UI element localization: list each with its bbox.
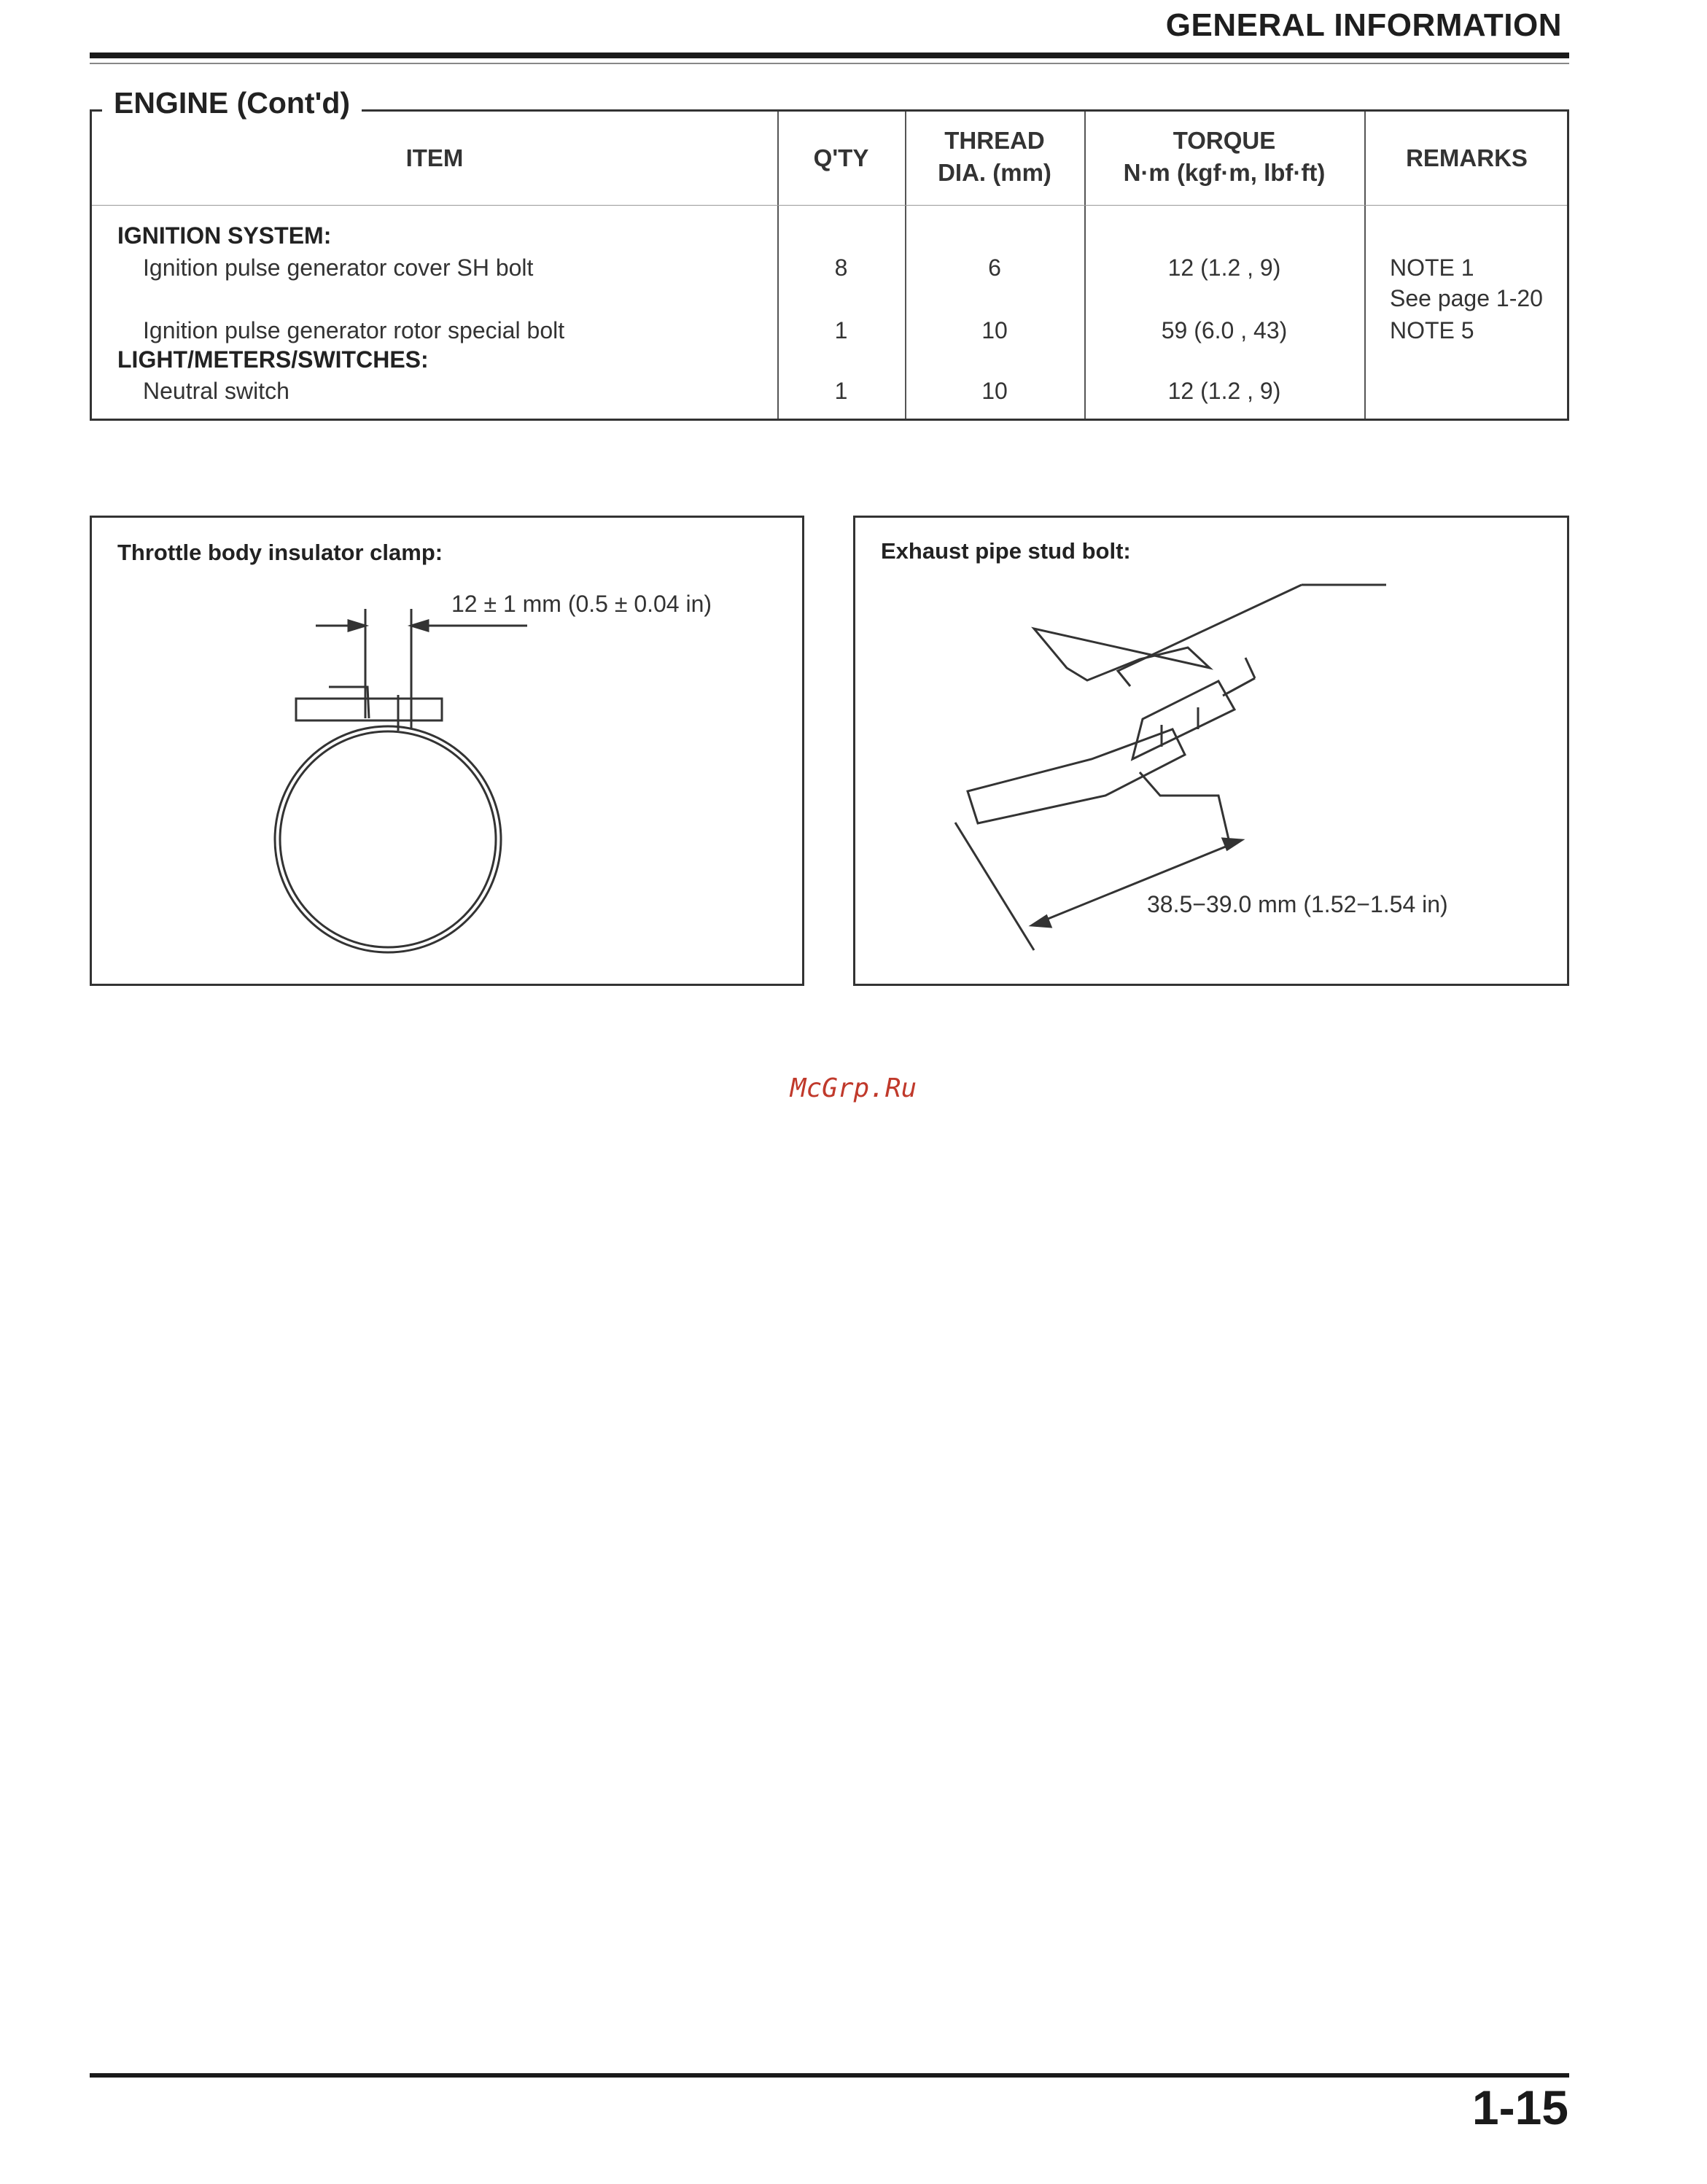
header-rule: [90, 53, 1569, 58]
footer-rule: [90, 2073, 1569, 2078]
row-remarks: NOTE 5: [1390, 317, 1474, 343]
row-qty: 8: [834, 254, 848, 281]
row-remarks-secondary: See page 1-20: [1390, 285, 1543, 311]
stud-bolt-dimension-label: 38.5−39.0 mm (1.52−1.54 in): [1147, 891, 1448, 917]
header-divider: [92, 205, 1567, 206]
stud-bolt-figure: [853, 516, 1569, 986]
row-remarks: NOTE 1: [1390, 254, 1474, 281]
row-item: Ignition pulse generator rotor special bolt: [143, 317, 565, 343]
row-torque: 59 (6.0 , 43): [1161, 317, 1288, 343]
row-torque: 12 (1.2 , 9): [1167, 378, 1281, 404]
row-thread: 10: [981, 378, 1008, 404]
clamp-figure: [90, 516, 804, 986]
column-header-item: ITEM: [405, 144, 464, 171]
clamp-figure-title: Throttle body insulator clamp:: [117, 540, 443, 565]
row-item: Neutral switch: [143, 378, 289, 404]
column-header-torque: [1084, 125, 1364, 189]
header-rule-thin: [90, 63, 1569, 64]
clamp-dimension-label: 12 ± 1 mm (0.5 ± 0.04 in): [451, 591, 712, 617]
row-torque: 12 (1.2 , 9): [1167, 254, 1281, 281]
group-title: IGNITION SYSTEM:: [117, 222, 332, 249]
group-title: LIGHT/METERS/SWITCHES:: [117, 346, 429, 373]
row-item: Ignition pulse generator cover SH bolt: [143, 254, 534, 281]
column-header-remarks: REMARKS: [1406, 144, 1528, 171]
column-header-torque-line2: N·m (kgf·m, lbf·ft): [1123, 159, 1326, 186]
column-header-thread-line1: THREAD: [944, 127, 1045, 154]
column-header-torque-line1: TORQUE: [1173, 127, 1276, 154]
row-qty: 1: [834, 317, 848, 343]
section-title: ENGINE (Cont'd): [102, 86, 362, 120]
row-qty: 1: [834, 378, 848, 404]
column-header-qty: Q'TY: [813, 144, 869, 171]
header-title: GENERAL INFORMATION: [1165, 7, 1562, 43]
row-thread: 10: [981, 317, 1008, 343]
column-header-thread-line2: DIA. (mm): [938, 159, 1051, 186]
column-header-thread: [905, 125, 1084, 189]
row-thread: 6: [988, 254, 1001, 281]
stud-bolt-drawing: [855, 518, 1567, 984]
stud-bolt-figure-title: Exhaust pipe stud bolt:: [881, 538, 1131, 564]
torque-table: [90, 109, 1569, 421]
page-number: 1-15: [1471, 2080, 1568, 2134]
watermark: McGrp.Ru: [790, 1073, 917, 1103]
clamp-drawing: [92, 518, 802, 984]
